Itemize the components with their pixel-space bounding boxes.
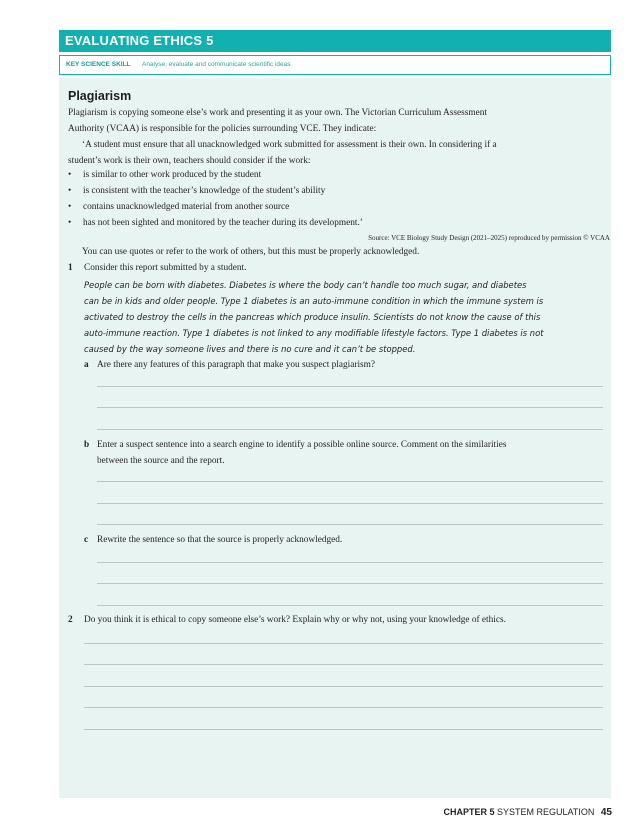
answer-line[interactable] [97, 583, 603, 584]
student-report-line: auto-immune reaction. Type 1 diabetes is not linked to any modifiable lifestyle factors. Type 1 diabetes is not [84, 328, 544, 338]
page-number: 45 [600, 807, 612, 818]
answer-line[interactable] [84, 729, 603, 730]
key-skill-bar [59, 55, 611, 75]
key-skill-label: KEY SCIENCE SKILL [66, 61, 131, 68]
question-2-number: 2 [68, 615, 73, 625]
intro-line-1: Plagiarism is copying someone else’s work and presenting it as your own. The Victorian Curriculum Assessment [68, 108, 487, 118]
answer-line[interactable] [97, 429, 603, 430]
question-1-number: 1 [68, 263, 73, 273]
footer-chapter: CHAPTER 5 [443, 807, 495, 817]
answer-line[interactable] [84, 686, 603, 687]
answer-line[interactable] [97, 407, 603, 408]
answer-line[interactable] [97, 524, 603, 525]
answer-line[interactable] [84, 664, 603, 665]
bullet-item: has not been sighted and monitored by the teacher during its development.’ [83, 218, 363, 228]
answer-line[interactable] [84, 643, 603, 644]
student-report-line: caused by the way someone lives and there is no cure and it can’t be stopped. [84, 344, 416, 354]
question-1a-text: Are there any features of this paragraph that make you suspect plagiarism? [97, 360, 376, 370]
acknowledgement-note: You can use quotes or refer to the work of others, but this must be properly acknowledged. [82, 247, 420, 257]
answer-line[interactable] [97, 562, 603, 563]
question-1c-text: Rewrite the sentence so that the source is properly acknowledged. [97, 535, 343, 545]
question-1b-letter: b [84, 440, 90, 450]
intro-line-4: student’s work is their own, teachers should consider if the work: [68, 156, 311, 166]
bullet-item: is similar to other work produced by the student [83, 170, 262, 180]
page-footer [443, 807, 612, 818]
student-report-line: activated to destroy the cells in the pancreas which produce insulin. Scientists do not know the cause of this [84, 312, 541, 322]
intro-line-2: Authority (VCAA) is responsible for the policies surrounding VCE. They indicate: [68, 124, 377, 134]
bullet-dot: • [68, 186, 72, 196]
question-1c-letter: c [84, 535, 89, 545]
answer-line[interactable] [97, 386, 603, 387]
bullet-dot: • [68, 202, 72, 212]
answer-line[interactable] [97, 503, 603, 504]
footer-title: SYSTEM REGULATION [497, 807, 595, 817]
bullet-dot: • [68, 170, 72, 180]
answer-line[interactable] [84, 707, 603, 708]
source-citation: Source: VCE Biology Study Design (2021–2025) reproduced by permission © VCAA [368, 234, 610, 242]
question-1a-letter: a [84, 360, 89, 370]
bullet-item: contains unacknowledged material from another source [83, 202, 290, 212]
student-report-line: can be in kids and older people. Type 1 diabetes is an auto-immune condition in which the immune system is [84, 296, 544, 306]
question-1-text: Consider this report submitted by a student. [84, 263, 247, 273]
bullet-item: is consistent with the teacher’s knowledge of the student’s ability [83, 186, 326, 196]
student-report-line: People can be born with diabetes. Diabetes is where the body can’t handle too much sugar, and diabetes [84, 280, 527, 290]
intro-line-3: ‘A student must ensure that all unacknowledged work submitted for assessment is their own. In considering if a [82, 140, 497, 150]
section-title: Plagiarism [68, 89, 132, 103]
key-skill-text: Analyse, evaluate and communicate scientific ideas [141, 61, 291, 68]
question-1b-text-line-1: Enter a suspect sentence into a search engine to identify a possible online source. Comment on the similarities [97, 440, 507, 450]
bullet-dot: • [68, 218, 72, 228]
answer-line[interactable] [97, 605, 603, 606]
question-2-text: Do you think it is ethical to copy someone else’s work? Explain why or why not, using your knowledge of ethics. [84, 615, 506, 625]
question-1b-text-line-2: between the source and the report. [97, 456, 225, 466]
activity-title: EVALUATING ETHICS 5 [59, 30, 611, 52]
answer-line[interactable] [97, 481, 603, 482]
